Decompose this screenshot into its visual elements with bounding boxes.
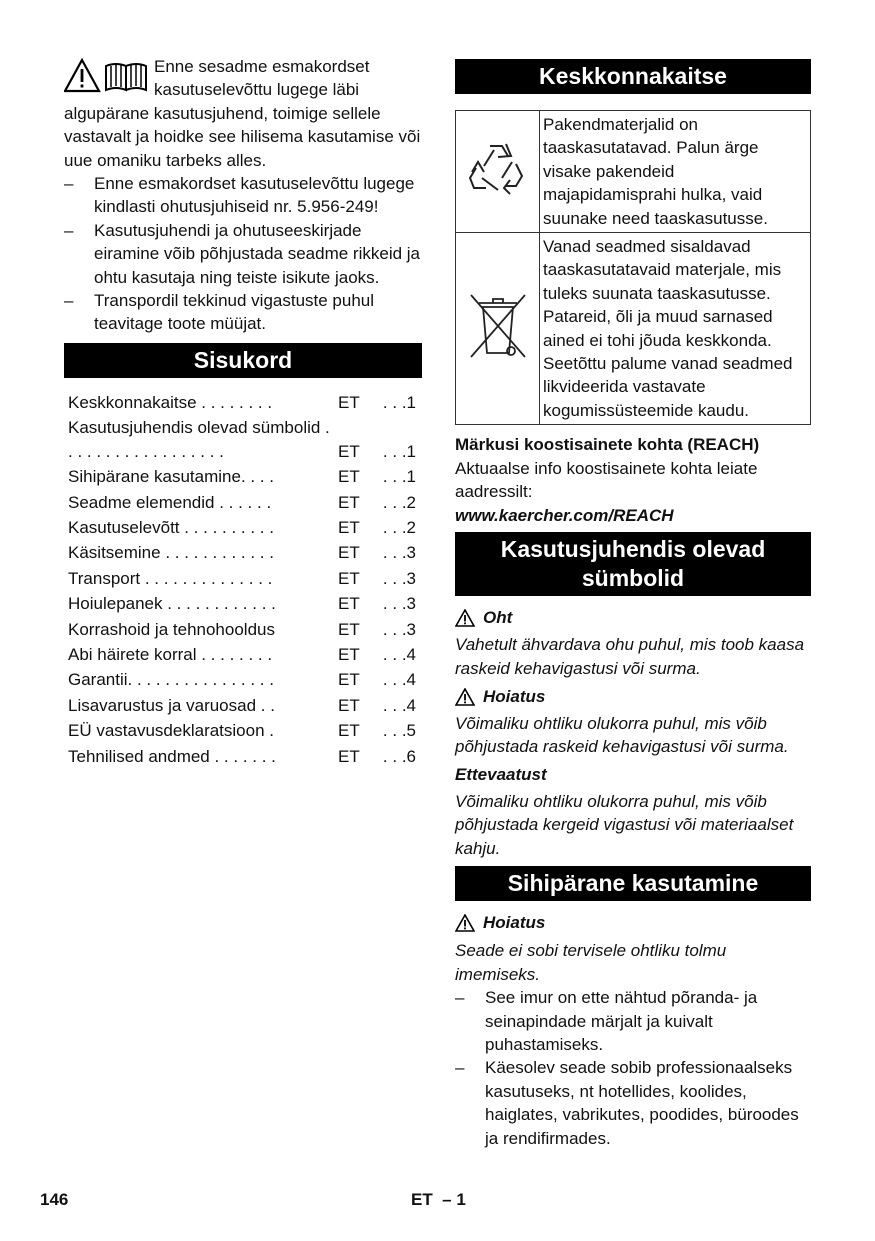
warning-text: Võimaliku ohtliku olukorra puhul, mis võib põhjustada raskeid kehavigastusi või surma. (455, 713, 789, 756)
toc-row[interactable] (64, 694, 416, 717)
toc-entry-page: . . .1 (382, 441, 416, 461)
toc-row[interactable] (64, 491, 416, 514)
warning-triangle-icon (455, 914, 475, 932)
toc-row[interactable] (64, 745, 416, 768)
toc-entry-page: . . .3 (382, 594, 416, 614)
toc-row[interactable] (64, 416, 416, 463)
table-row (456, 233, 811, 425)
list-item: – Käesolev seade sobib professionaalseks kasutuseks, nt hotellides, koolides, haiglates, vabrikutes, poodides, büroodes ja rendifirmades. (455, 1056, 811, 1150)
list-item: – Transpordil tekkinud vigastuste puhul teavitage toote müüjat. (64, 289, 422, 336)
reach-link[interactable]: www.kaercher.com/REACH (455, 505, 674, 525)
environment-table (455, 110, 811, 425)
reach-text: Aktuaalse info koostisainete kohta leiate aadressilt: (455, 458, 758, 502)
caution-text: Võimaliku ohtliku olukorra puhul, mis võib põhjustada kergeid vigastusi või materiaalset kahju. (455, 791, 794, 858)
warning-triangle-icon (65, 60, 99, 91)
list-item: – Kasutusjuhendi ja ohutuseeskirjade eiramine võib põhjustada seadme rikkeid ja ohtu kasutaja ning teiste isikute jaoks. (64, 219, 422, 289)
toc-entry-title: Kasutusjuhendis olevad sümbolid . . . . . . . . . . . . . . . . . . (68, 418, 330, 461)
toc-entry-lang: ET (338, 392, 360, 412)
danger-text: Vahetult ähvardava ohu puhul, mis toob kaasa raskeid kehavigastusi või surma. (455, 635, 805, 678)
toc-entry-lang: ET (338, 517, 360, 537)
caution-title: Ettevaatust (455, 765, 547, 785)
toc-entry-title: Hoiulepanek . . . . . . . . . . . . (68, 594, 276, 614)
toc-entry-title: Kasutuselevõtt . . . . . . . . . . (68, 517, 274, 537)
toc-row[interactable] (64, 465, 416, 488)
intended-use-list (455, 986, 811, 1150)
toc-entry-page: . . .3 (382, 619, 416, 639)
toc-entry-title: EÜ vastavusdeklaratsioon . (68, 721, 274, 741)
intro-block (64, 55, 422, 336)
toc-entry-lang: ET (338, 721, 360, 741)
toc-entry-title: Garantii. . . . . . . . . . . . . . . . (68, 670, 274, 690)
toc-entry-lang: ET (338, 492, 360, 512)
toc-entry-page: . . .1 (382, 467, 416, 487)
toc-entry-page: . . .2 (382, 492, 416, 512)
toc-entry-page: . . .3 (382, 568, 416, 588)
toc-entry-lang: ET (338, 670, 360, 690)
toc-entry-page: . . .4 (382, 695, 416, 715)
toc-entry-lang: ET (338, 746, 360, 766)
toc-entry-lang: ET (338, 695, 360, 715)
toc-entry-page: . . .4 (382, 644, 416, 664)
toc-row[interactable] (64, 541, 416, 564)
reach-heading: Märkusi koostisainete kohta (REACH) (455, 435, 760, 455)
warning-triangle-icon (455, 609, 475, 627)
toc-entry-lang: ET (338, 619, 360, 639)
toc-heading: Sisukord (64, 343, 422, 378)
toc-entry-page: . . .5 (382, 721, 416, 741)
warning-title: Hoiatus (483, 687, 546, 707)
toc-row[interactable] (64, 391, 416, 414)
intended-use-warning-title: Hoiatus (483, 912, 546, 932)
toc-entry-page: . . .4 (382, 670, 416, 690)
toc-row[interactable] (64, 618, 416, 641)
left-column (64, 55, 422, 770)
toc-entry-title: Keskkonnakaitse . . . . . . . . (68, 392, 273, 412)
toc-entry-page: . . .2 (382, 517, 416, 537)
warning-heading (455, 685, 811, 708)
right-column (455, 59, 811, 1150)
icon-cell (456, 233, 540, 425)
intro-paragraph: Enne sesadme esmakordset kasutuselevõttu lugege läbi algupärane kasutusjuhend, toimige sellele vastavalt ja hoidke see hilisema kasutamise või uue omaniku tarbeks alles. (64, 57, 421, 170)
table-of-contents (64, 391, 416, 768)
toc-row[interactable] (64, 567, 416, 590)
toc-entry-lang: ET (338, 467, 360, 487)
table-row (456, 111, 811, 233)
crossed-bin-icon (463, 287, 533, 363)
toc-entry-lang: ET (338, 441, 360, 461)
environment-text-packaging: Pakendmaterjalid on taaskasutatavad. Palun ärge visake pakendeid majapidamisprahi hulka, vaid suunake need taaskasutusse. (540, 111, 811, 233)
warning-triangle-icon (455, 688, 475, 706)
intended-use-warning-heading (455, 911, 811, 934)
manual-book-icon (106, 64, 146, 90)
toc-row[interactable] (64, 592, 416, 615)
toc-entry-lang: ET (338, 644, 360, 664)
toc-entry-title: Abi häirete korral . . . . . . . . (68, 644, 273, 664)
intro-list (64, 172, 422, 336)
toc-row[interactable] (64, 643, 416, 666)
toc-entry-title: Seadme elemendid . . . . . . (68, 492, 272, 512)
page-lang-number: ET – 1 (411, 1190, 466, 1209)
danger-heading (455, 606, 811, 629)
toc-row[interactable] (64, 668, 416, 691)
toc-row[interactable] (64, 516, 416, 539)
toc-entry-title: Korrashoid ja tehnohooldus (68, 619, 275, 639)
toc-entry-lang: ET (338, 543, 360, 563)
toc-entry-title: Lisavarustus ja varuosad . . (68, 695, 275, 715)
intro-icons (64, 58, 148, 94)
toc-entry-title: Käsitsemine . . . . . . . . . . . . (68, 543, 274, 563)
toc-entry-page: . . .3 (382, 543, 416, 563)
toc-entry-page: . . .1 (382, 392, 416, 412)
intended-use-heading: Sihipärane kasutamine (455, 866, 811, 901)
toc-entry-lang: ET (338, 568, 360, 588)
page-number: 146 (40, 1190, 69, 1209)
list-item: – Enne esmakordset kasutuselevõttu lugege kindlasti ohutusjuhiseid nr. 5.956-249! (64, 172, 422, 219)
icon-cell (456, 111, 540, 233)
toc-row[interactable] (64, 719, 416, 742)
danger-title: Oht (483, 607, 513, 627)
environment-text-old-devices: Vanad seadmed sisaldavad taaskasutatavaid materjale, mis tuleks suunata taaskasutusse. Patareid, õli ja muud sarnased ained ei tohi jõuda keskkonda. Seetõttu palume vanad seadmed likvideerida vastavate kogumissüsteemide kaudu. (540, 233, 811, 425)
list-item: – See imur on ette nähtud põranda- ja seinapindade märjalt ja kuivalt puhastamiseks. (455, 986, 811, 1056)
toc-entry-title: Tehnilised andmed . . . . . . . (68, 746, 276, 766)
toc-entry-title: Transport . . . . . . . . . . . . . . (68, 568, 273, 588)
recycle-icon (462, 132, 534, 204)
toc-entry-lang: ET (338, 594, 360, 614)
toc-entry-page: . . .6 (382, 746, 416, 766)
environment-heading: Keskkonnakaitse (455, 59, 811, 94)
intended-use-warning-text: Seade ei sobi tervisele ohtliku tolmu imemiseks. (455, 941, 727, 984)
toc-entry-title: Sihipärane kasutamine. . . . (68, 467, 275, 487)
symbols-heading: Kasutusjuhendis olevad sümbolid (455, 532, 811, 596)
